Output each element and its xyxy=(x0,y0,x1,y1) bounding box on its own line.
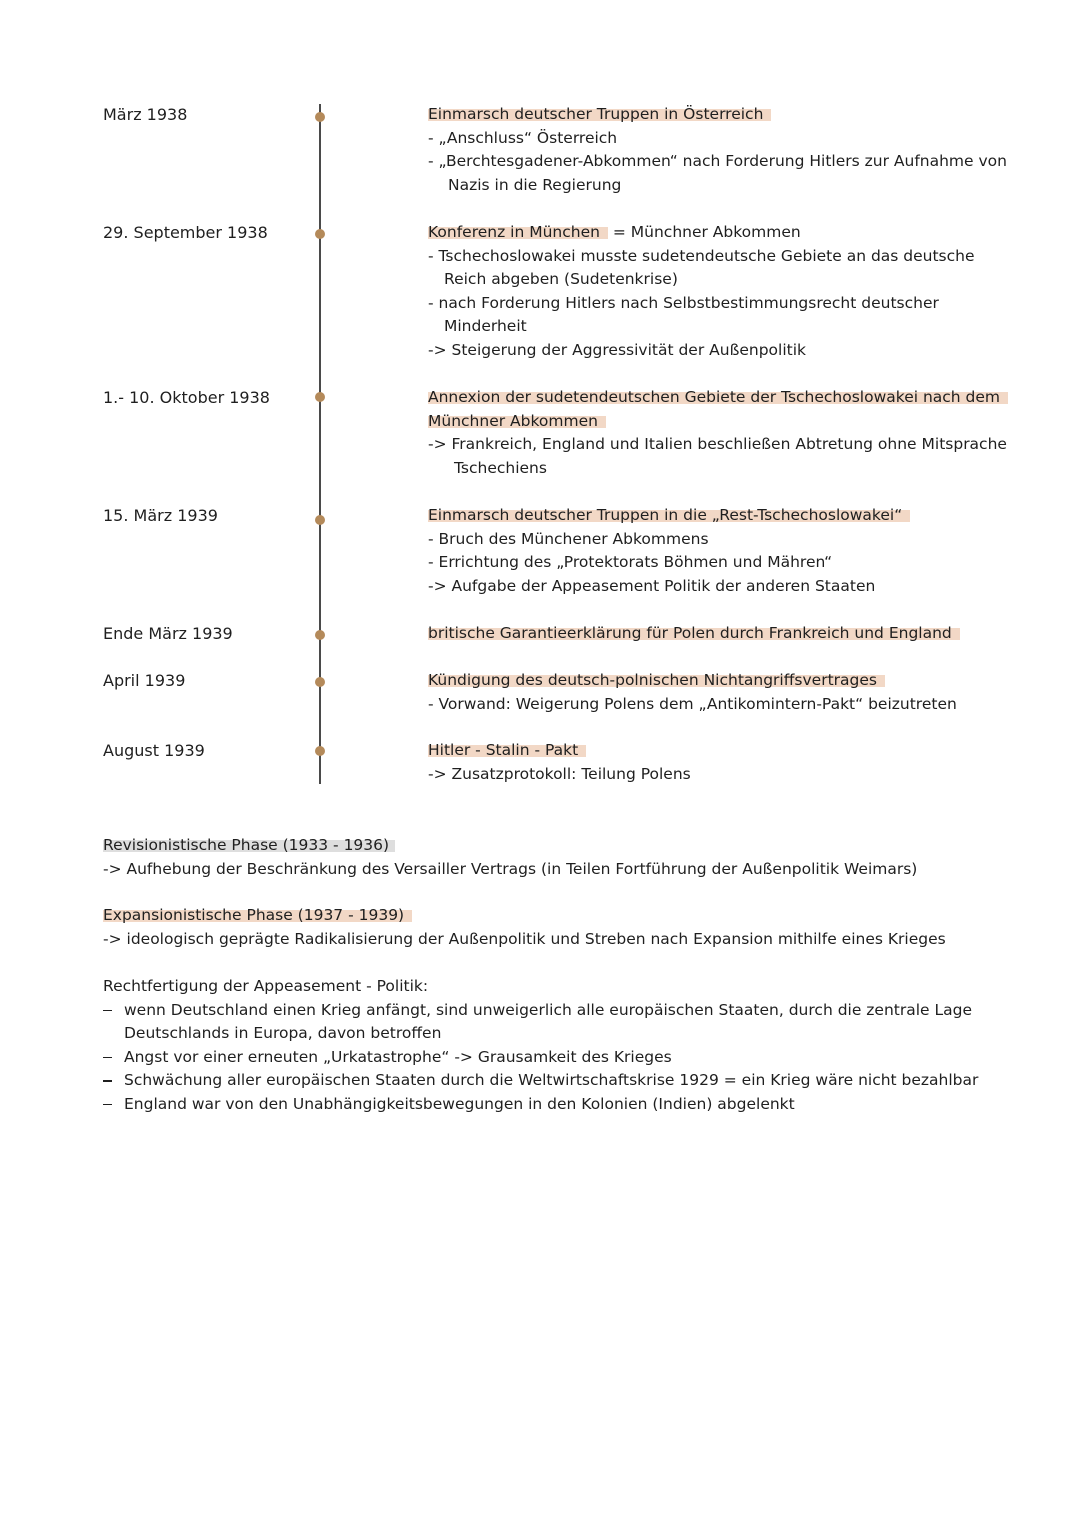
timeline-date: Ende März 1939 xyxy=(103,624,233,643)
timeline-dot xyxy=(315,392,325,402)
entry-title: Einmarsch deutscher Truppen in die „Rest-Tschechoslowakei“ xyxy=(428,506,910,524)
entry-title-2: Münchner Abkommen xyxy=(428,412,606,430)
entry-line: Minderheit xyxy=(444,317,527,335)
timeline-date: 15. März 1939 xyxy=(103,506,218,525)
list-item-line: wenn Deutschland einen Krieg anfängt, sind unweigerlich alle europäischen Staaten, durch die zentrale Lage xyxy=(124,1000,973,1019)
entry-line: Reich abgeben (Sudetenkrise) xyxy=(444,270,678,288)
timeline-dot xyxy=(315,630,325,640)
entry-title: Hitler - Stalin - Pakt xyxy=(428,741,586,759)
entry-line: Tschechiens xyxy=(454,458,547,477)
entry-line: - Tschechoslowakei musste sudetendeutsche Gebiete an das deutsche xyxy=(428,246,975,265)
timeline-dot xyxy=(315,746,325,756)
list-item xyxy=(103,1046,1003,1070)
entry-line: Nazis in die Regierung xyxy=(448,175,622,194)
timeline-entry xyxy=(428,669,1028,716)
entry-title: britische Garantieerklärung für Polen durch Frankreich und England xyxy=(428,624,960,642)
timeline-date: April 1939 xyxy=(103,671,186,690)
list-item xyxy=(103,999,1003,1046)
timeline-entry xyxy=(428,103,1028,197)
expansionist-text: -> ideologisch geprägte Radikalisierung der Außenpolitik und Streben nach Expansion mithilfe eines Krieges xyxy=(103,929,946,948)
list-item-line: Angst vor einer erneuten „Urkatastrophe“ -> Grausamkeit des Krieges xyxy=(124,1047,672,1066)
list-item-line: Deutschlands in Europa, davon betroffen xyxy=(124,1024,442,1042)
timeline-dot xyxy=(315,515,325,525)
timeline-dot xyxy=(315,229,325,239)
entry-line: - nach Forderung Hitlers nach Selbstbestimmungsrecht deutscher xyxy=(428,293,939,312)
entry-title: Annexion der sudetendeutschen Gebiete der Tschechoslowakei nach dem xyxy=(428,388,1008,406)
list-item-line: Schwächung aller europäischen Staaten durch die Weltwirtschaftskrise 1929 = ein Krieg wäre nicht bezahlbar xyxy=(124,1071,979,1089)
entry-title: Konferenz in München xyxy=(428,223,608,241)
timeline-entry xyxy=(428,622,1028,646)
entry-line: -> Zusatzprotokoll: Teilung Polens xyxy=(428,764,691,783)
entry-line: - „Berchtesgadener-Abkommen“ nach Forderung Hitlers zur Aufnahme von xyxy=(428,152,1007,170)
entry-title-rest: = Münchner Abkommen xyxy=(607,223,801,241)
timeline-entry xyxy=(428,504,1028,598)
timeline-dot xyxy=(315,677,325,687)
list-item xyxy=(103,1093,1003,1117)
expansionist-heading: Expansionistische Phase (1937 - 1939) xyxy=(103,906,412,924)
justification-heading: Rechtfertigung der Appeasement - Politik: xyxy=(103,977,429,995)
justification-section xyxy=(103,975,1003,1116)
timeline-date: 29. September 1938 xyxy=(103,223,268,242)
revisionist-text: -> Aufhebung der Beschränkung des Versailler Vertrags (in Teilen Fortführung der Außenpolitik Weimars) xyxy=(103,859,918,878)
entry-title: Einmarsch deutscher Truppen in Österreich xyxy=(428,105,771,123)
entry-line: -> Frankreich, England und Italien beschließen Abtretung ohne Mitsprache xyxy=(428,435,1007,453)
timeline-date: März 1938 xyxy=(103,105,188,124)
justification-list xyxy=(103,999,1003,1117)
list-item xyxy=(103,1069,1003,1093)
timeline-entry xyxy=(428,221,1028,362)
entry-title: Kündigung des deutsch-polnischen Nichtangriffsvertrages xyxy=(428,671,885,689)
timeline-entry xyxy=(428,386,1028,480)
timeline-entry xyxy=(428,739,1028,786)
revisionist-section xyxy=(103,834,1003,881)
expansionist-section xyxy=(103,904,1003,951)
entry-line: - Vorwand: Weigerung Polens dem „Antikomintern-Pakt“ beizutreten xyxy=(428,694,957,713)
entry-line: - Bruch des Münchener Abkommens xyxy=(428,529,709,548)
list-item-line: England war von den Unabhängigkeitsbewegungen in den Kolonien (Indien) abgelenkt xyxy=(124,1094,795,1113)
timeline-date: August 1939 xyxy=(103,741,205,760)
timeline-dot xyxy=(315,112,325,122)
revisionist-heading: Revisionistische Phase (1933 - 1936) xyxy=(103,836,395,854)
entry-line: -> Steigerung der Aggressivität der Außenpolitik xyxy=(428,340,806,359)
entry-line: - Errichtung des „Protektorats Böhmen und Mähren“ xyxy=(428,553,833,571)
timeline-date: 1.- 10. Oktober 1938 xyxy=(103,388,270,407)
entry-line: -> Aufgabe der Appeasement Politik der anderen Staaten xyxy=(428,576,876,595)
entry-line: - „Anschluss“ Österreich xyxy=(428,128,618,147)
